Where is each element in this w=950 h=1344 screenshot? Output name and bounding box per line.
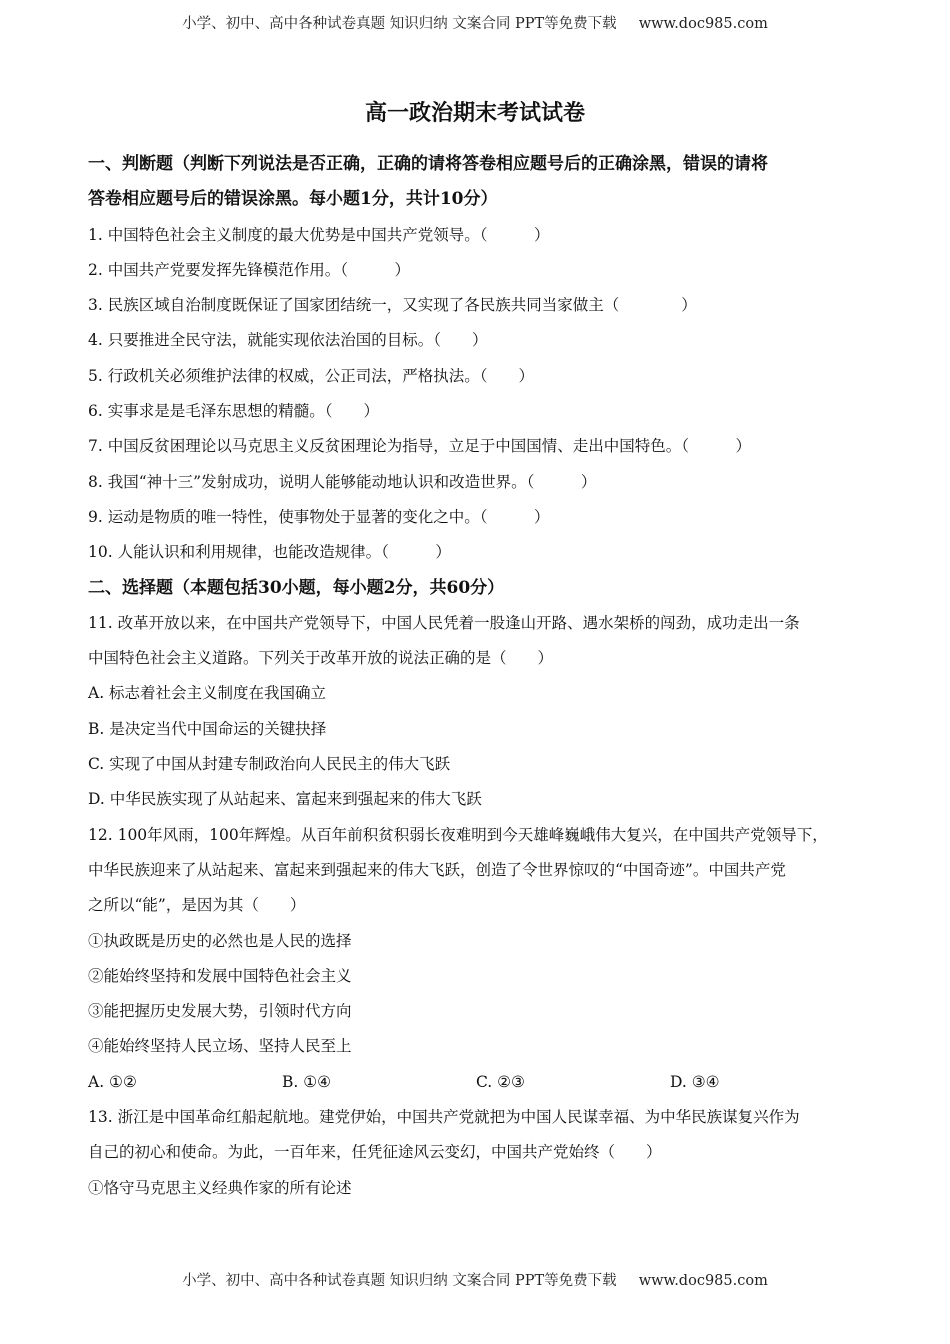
statement: ④能始终坚持人民立场、坚持人民至上	[88, 1037, 352, 1056]
document-title: 高一政治期末考试试卷	[364, 100, 585, 126]
question-stem: 中国特色社会主义道路。下列关于改革开放的说法正确的是（ ）	[88, 649, 554, 668]
question-item: 6. 实事求是是毛泽东思想的精髓。（ ）	[88, 402, 379, 421]
statement: ②能始终坚持和发展中国特色社会主义	[88, 966, 352, 985]
question-stem: 之所以“能”，是因为其（ ）	[88, 896, 306, 915]
option-b: B. ①④	[282, 1072, 332, 1091]
statement: ③能把握历史发展大势，引领时代方向	[88, 1002, 352, 1021]
document-body	[88, 147, 878, 1206]
option-c: C. 实现了中国从封建专制政治向人民民主的伟大飞跃	[88, 755, 451, 774]
header-text: 小学、初中、高中各种试卷真题 知识归纳 文案合同 PPT等免费下载	[182, 16, 617, 32]
option-a: A. ①②	[88, 1072, 137, 1091]
question-stem: 13. 浙江是中国革命红船起航地。建党伊始，中国共产党就把为中国人民谋幸福、为中华民族谋复兴作为	[88, 1108, 800, 1127]
options-row	[88, 1065, 878, 1100]
question-stem: 自己的初心和使命。为此，一百年来，任凭征途风云变幻，中国共产党始终（ ）	[88, 1143, 662, 1162]
option-d: D. 中华民族实现了从站起来、富起来到强起来的伟大飞跃	[88, 790, 482, 809]
option-a: A. 标志着社会主义制度在我国确立	[88, 684, 327, 703]
footer-text: 小学、初中、高中各种试卷真题 知识归纳 文案合同 PPT等免费下载	[182, 1273, 617, 1289]
footer-site-link[interactable]: www.doc985.com	[638, 1273, 768, 1289]
statement: ①执政既是历史的必然也是人民的选择	[88, 931, 352, 950]
question-stem: 11. 改革开放以来，在中国共产党领导下，中国人民凭着一股逢山开路、遇水架桥的闯劲，成功走出一条	[88, 613, 800, 632]
statement: ①恪守马克思主义经典作家的所有论述	[88, 1178, 352, 1197]
page-header	[0, 12, 950, 33]
option-c: C. ②③	[476, 1072, 525, 1091]
question-item: 1. 中国特色社会主义制度的最大优势是中国共产党领导。（ ）	[88, 225, 550, 244]
question-item: 4. 只要推进全民守法，就能实现依法治国的目标。（ ）	[88, 331, 488, 350]
page-footer	[0, 1269, 950, 1290]
question-item: 10. 人能认识和利用规律，也能改造规律。（ ）	[88, 543, 451, 562]
question-item: 3. 民族区域自治制度既保证了国家团结统一，又实现了各民族共同当家做主（ ）	[88, 296, 697, 315]
section2-heading: 二、选择题（本题包括30小题，每小题2分，共60分）	[88, 577, 505, 598]
question-stem: 中华民族迎来了从站起来、富起来到强起来的伟大飞跃，创造了令世界惊叹的“中国奇迹”。中国共产党	[88, 860, 786, 879]
question-stem: 12. 100年风雨，100年辉煌。从百年前积贫积弱长夜难明到今天雄峰巍峨伟大复兴，在中国共产党领导下，	[88, 825, 828, 844]
header-site-link[interactable]: www.doc985.com	[638, 16, 768, 32]
option-b: B. 是决定当代中国命运的关键抉择	[88, 719, 327, 738]
question-item: 7. 中国反贫困理论以马克思主义反贫困理论为指导，立足于中国国情、走出中国特色。（ ）	[88, 437, 751, 456]
question-item: 5. 行政机关必须维护法律的权威，公正司法，严格执法。（ ）	[88, 366, 534, 385]
question-item: 2. 中国共产党要发挥先锋模范作用。（ ）	[88, 260, 410, 279]
section1-heading: 一、判断题（判断下列说法是否正确，正确的请将答卷相应题号后的正确涂黑，错误的请将	[88, 154, 768, 174]
section1-heading: 答卷相应题号后的错误涂黑。每小题1分，共计10分）	[88, 189, 498, 210]
option-d: D. ③④	[670, 1072, 720, 1091]
question-item: 9. 运动是物质的唯一特性，使事物处于显著的变化之中。（ ）	[88, 507, 550, 526]
question-item: 8. 我国“神十三”发射成功，说明人能够能动地认识和改造世界。（ ）	[88, 472, 597, 491]
